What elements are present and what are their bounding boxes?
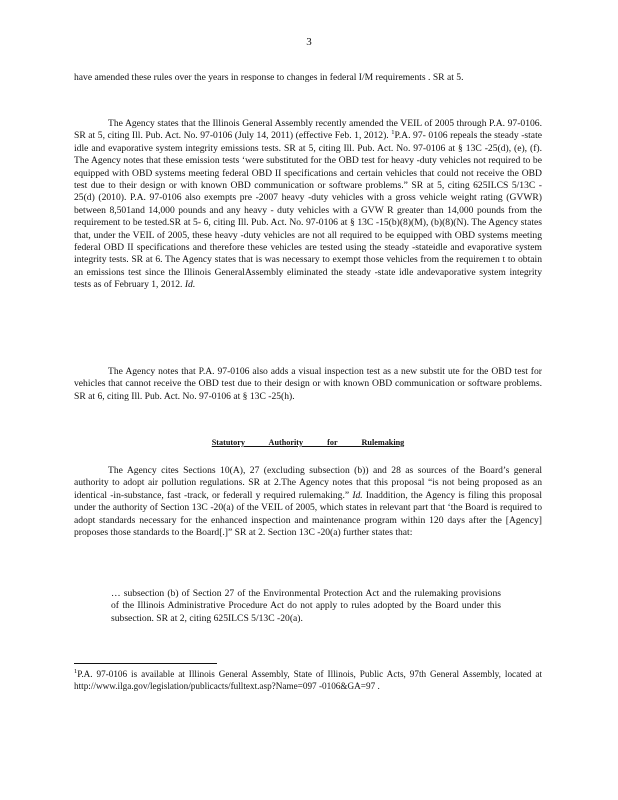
visual-inspection-paragraph: The Agency notes that P.A. 97-0106 also adds a visual inspection test as a new substit ute for the OBD test for vehicles that cannot receive the OBD test due to their design or with known OBD communication or software problems. SR at 6, citing Ill. Pub. Act. No. 97-0106 at § 13C -25(h). — [74, 366, 542, 402]
id-citation: Id. — [352, 489, 363, 501]
footnote-text: P.A. 97-0106 is available at Illinois General Assembly, State of Illinois, Public Acts, 97th General Assembly, located at http://www.ilga.gov/legislation/publicacts/fulltext.asp?Name=097 -0106&GA=97 . — [74, 669, 542, 691]
footnote-marker: 1 — [74, 667, 78, 675]
section-heading-text: Statutory Authority for Rulemaking — [211, 438, 405, 447]
page-number: 3 — [306, 36, 312, 48]
footnote-divider — [74, 663, 217, 664]
carryover-paragraph: have amended these rules over the years in response to changes in federal I/M requirements . SR at 5. — [74, 72, 464, 83]
footnote-reference: 1 — [391, 129, 395, 137]
veil-amendment-text-1: The Agency states that the Illinois General Assembly recently amended the VEIL of 2005 through P.A. 97-0106. SR at 5, citing Ill. Pub. Act. No. 97-0106 (July 14, 2011) (effective Feb. 1, 2012). — [74, 118, 542, 142]
authority-text-1: The Agency cites Sections 10(A), 27 (excluding subsection (b)) and 28 as sources of the Board’s general authority to adopt air pollution regulations. SR at 2.The Agency notes that this proposal “is not being proposed as an identical -in-substance, fast -track, or federall y required rulemaking.” — [74, 465, 542, 501]
veil-amendment-text-2: P.A. 97- 0106 repeals the steady -state idle and evaporative system integrity emissions tests. SR at 5, citing Ill. Pub. Act. No. 97-0106 at § 13C -25(d), (e), (f). The Agency notes that these emission tests ‘were substituted for the OBD test for heavy -duty vehicles not required to be equipped with OBD systems meeting federal OBD II specifications and certain vehicles that could not receive the OBD test due to their design or with known OBD communication or software problems.” SR at 5, citing 625ILCS 5/13C - 25(d) (2010). P.A. 97-0106 also exempts pre -2007 heavy -duty vehicles with a gross vehicle weight rating (GVWR) between 8,501and 14,000 pounds and any heavy - duty vehicles with a GVW R greater than 14,000 pounds from the requirement to be tested.SR at 5- 6, citing Ill. Pub. Act. No. 97-0106 at § 13C -15(b)(8)(M), (b)(8)(N). The Agency states that, under the VEIL of 2005, these heavy -duty vehicles are not all required to be equipped with OBD systems meeting federal OBD II specifications and therefore these vehicles are tested using the steady -stateidle and evaporative system integrity tests. SR at 6. The Agency states that is was necessary to exempt those vehicles from the requiremen t to obtain an emissions test since the Illinois GeneralAssembly eliminated the steady -state idle andevaporative system integrity tests as of February 1, 2012. — [74, 130, 542, 291]
block-quote: … subsection (b) of Section 27 of the Environmental Protection Act and the rulemaking provisions of the Illinois Administrative Procedure Act do not apply to rules adopted by the Board under this subsection. SR at 2, citing 625ILCS 5/13C -20(a). — [111, 588, 501, 624]
footnote — [74, 668, 542, 692]
authority-paragraph — [74, 465, 542, 539]
authority-text-2: Inaddition, the Agency is filing this proposal under the authority of Section 13C -20(a) of the VEIL of 2005, which states in relevant part that ‘the Board is required to adopt standards necessary for the enhanced inspection and maintenance program within 120 days after the [Agency] proposes those standards to the Board[.]” SR at 2. Section 13C -20(a) further states that: — [74, 489, 542, 539]
veil-amendment-paragraph — [74, 118, 542, 292]
section-heading — [74, 438, 542, 447]
id-citation: Id. — [184, 279, 196, 291]
